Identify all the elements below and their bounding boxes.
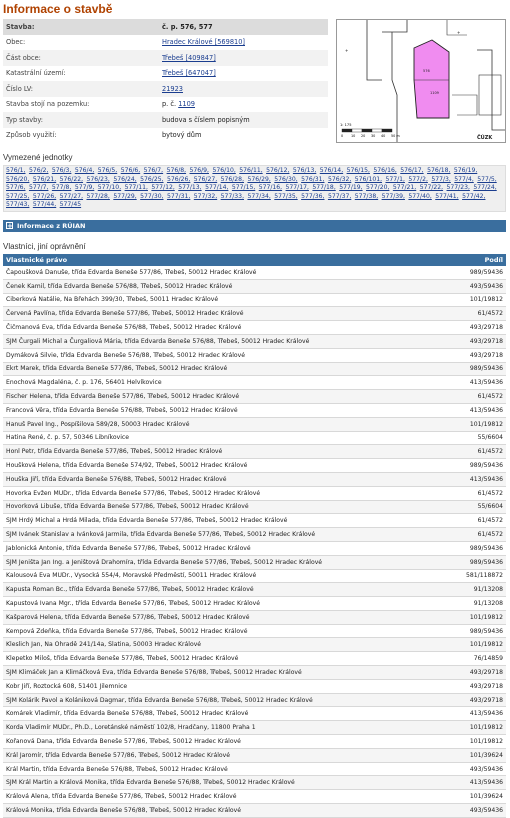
unit-link[interactable]: 577/7, [28, 184, 49, 192]
unit-link[interactable]: 577/28, [86, 192, 110, 200]
share-cell: 493/29718 [447, 679, 506, 693]
building-parcel-shape [414, 40, 449, 118]
unit-link[interactable]: 577/36, [301, 192, 325, 200]
unit-link[interactable]: 576/5, [97, 167, 118, 174]
owner-cell: Hatina René, č. p. 57, 50346 Libníkovice [3, 431, 447, 445]
owner-cell: Králová Monika, třída Edvarda Beneše 576/88, Třebeš, 50012 Hradec Králové [3, 804, 447, 818]
info-link[interactable]: 1109 [178, 100, 195, 109]
share-cell: 101/19812 [447, 417, 506, 431]
owner-cell: Francová Věra, třída Edvarda Beneše 576/88, Třebeš, 50012 Hradec Králové [3, 403, 447, 417]
scale-tick-label: 40 [381, 134, 386, 138]
share-cell: 989/59436 [447, 624, 506, 638]
table-row [3, 500, 506, 514]
owner-cell: Králová Alena, třída Edvarda Beneše 577/86, Třebeš, 50012 Hradec Králové [3, 790, 447, 804]
table-row [3, 790, 506, 804]
owner-cell: Kobr Jiří, Roztocká 608, 51401 Jilemnice [3, 679, 447, 693]
table-row [3, 514, 506, 528]
unit-link[interactable]: 576/25, [140, 175, 164, 183]
share-cell: 989/59436 [447, 266, 506, 279]
unit-link[interactable]: 576/23, [86, 175, 110, 183]
share-cell: 101/19812 [447, 293, 506, 307]
owner-cell: Červená Pavlína, třída Edvarda Beneše 577/86, Třebeš, 50012 Hradec Králové [3, 307, 447, 321]
table-row [3, 348, 506, 362]
unit-link[interactable]: 577/3, [431, 175, 451, 183]
owner-cell: Dymáková Silvie, třída Edvarda Beneše 576/88, Třebeš, 50012 Hradec Králové [3, 348, 447, 362]
table-row [3, 679, 506, 693]
unit-link[interactable]: 577/37, [327, 192, 352, 200]
share-cell: 989/59436 [447, 459, 506, 473]
unit-link[interactable]: 577/21, [392, 184, 417, 192]
unit-link[interactable]: 576/32, [327, 175, 352, 183]
share-cell: 989/59436 [447, 541, 506, 555]
cadastral-map[interactable] [336, 19, 506, 143]
scale-tick-label: 20 [361, 134, 366, 138]
unit-link[interactable]: 576/2, [28, 167, 49, 174]
owners-heading: Vlastníci, jiní oprávnění [3, 241, 86, 251]
unit-link[interactable]: 576/26, [166, 175, 191, 183]
unit-link[interactable]: 577/32, [193, 192, 218, 200]
table-row [3, 748, 506, 762]
unit-link[interactable]: 576/22, [59, 175, 84, 183]
share-cell: 61/4572 [447, 390, 506, 404]
col-share-header: Podíl [447, 254, 506, 266]
unit-link[interactable]: 577/19, [339, 184, 363, 192]
unit-link[interactable]: 576/7, [143, 167, 164, 174]
info-link[interactable]: Hradec Králové [569810] [162, 38, 245, 47]
table-row [3, 445, 506, 459]
unit-link[interactable]: 577/10, [97, 184, 122, 192]
unit-link[interactable]: 576/18, [427, 167, 451, 174]
owner-cell: Enochová Magdaléna, č. p. 176, 56401 Helvíkovice [3, 376, 447, 390]
owners-table [3, 254, 506, 818]
owner-cell: SJM Kolárik Pavol a Kolániková Dagmar, třída Edvarda Beneše 576/88, Třebeš, 50012 Hradec Králové [3, 693, 447, 707]
info-value[interactable]: p. č. 1109 [162, 100, 195, 109]
owner-cell: Čičmanová Eva, třída Edvarda Beneše 576/88, Třebeš, 50012 Hradec Králové [3, 321, 447, 335]
owner-cell: Fischer Helena, třída Edvarda Beneše 577/86, Třebeš, 50012 Hradec Králové [3, 390, 447, 404]
share-cell: 61/4572 [447, 486, 506, 500]
share-cell: 55/6604 [447, 431, 506, 445]
map-scale-bar [340, 123, 400, 138]
owner-cell: Korda Vladimír MUDr., Ph.D., Loretánské náměstí 102/8, Hradčany, 11800 Praha 1 [3, 721, 447, 735]
share-cell: 493/59436 [447, 762, 506, 776]
unit-link[interactable]: 576/4, [74, 167, 95, 174]
unit-link[interactable]: 577/44, [32, 201, 57, 209]
owner-cell: SJM Král Martin a Králová Monika, třída Edvarda Beneše 576/88, Třebeš, 50012 Hradec Králové [3, 776, 447, 790]
unit-link[interactable]: 577/4, [454, 175, 474, 183]
unit-link[interactable]: 576/30, [274, 175, 298, 183]
share-cell: 61/4572 [447, 307, 506, 321]
unit-link[interactable]: 576/24, [113, 175, 137, 183]
table-row [3, 334, 506, 348]
unit-link[interactable]: 577/6, [6, 184, 26, 192]
info-label: Stavba: [3, 19, 159, 35]
table-row [3, 293, 506, 307]
unit-link[interactable]: 577/39, [381, 192, 405, 200]
table-row [3, 638, 506, 652]
table-row [3, 693, 506, 707]
share-cell: 413/59436 [447, 776, 506, 790]
info-value[interactable] [159, 50, 328, 66]
share-cell: 493/59436 [447, 804, 506, 818]
owner-cell: Komárek Vladimír, třída Edvarda Beneše 576/88, Třebeš, 50012 Hradec Králové [3, 707, 447, 721]
info-link[interactable]: 21923 [162, 84, 183, 93]
owner-cell: SJM Jeništa Jan Ing. a Jeništová Drahomíra, třída Edvarda Beneše 577/86, Třebeš, 50012 Hradec Králové [3, 555, 447, 569]
share-cell: 413/59436 [447, 707, 506, 721]
table-row [3, 597, 506, 611]
table-row [3, 528, 506, 542]
unit-link[interactable]: 577/24, [473, 184, 497, 192]
expand-plus-icon: + [7, 222, 13, 231]
unit-link[interactable]: 577/23, [446, 184, 470, 192]
table-row [3, 486, 506, 500]
info-link[interactable]: Třebeš [409847] [162, 53, 216, 62]
unit-link[interactable]: 576/17, [400, 167, 424, 174]
info-value[interactable] [159, 66, 328, 82]
scale-segment [372, 129, 382, 132]
share-cell: 61/4572 [447, 514, 506, 528]
unit-link[interactable]: 576/101, [354, 175, 383, 183]
unit-link[interactable]: 577/31, [166, 192, 191, 200]
table-row [3, 569, 506, 583]
owner-cell: Kašparová Helena, třída Edvarda Beneše 577/86, Třebeš, 50012 Hradec Králové [3, 610, 447, 624]
table-row [3, 735, 506, 749]
unit-link[interactable]: 576/9, [189, 167, 209, 174]
info-label: Obec: [6, 38, 26, 47]
unit-link[interactable]: 577/25, [6, 192, 30, 200]
owner-cell: SJM Čurgali Michal a Čurgaliová Mária, třída Edvarda Beneše 576/88, Třebeš, 50012 Hradec Králové [3, 334, 447, 348]
unit-link[interactable]: 576/28, [220, 175, 245, 183]
share-cell: 581/118872 [447, 569, 506, 583]
unit-link[interactable]: 576/16, [373, 167, 397, 174]
unit-link[interactable]: 577/15, [231, 184, 256, 192]
info-row [3, 128, 328, 144]
unit-link[interactable]: 577/1, [385, 175, 405, 183]
unit-link[interactable]: 577/43, [6, 201, 30, 209]
share-cell: 101/19812 [447, 610, 506, 624]
unit-link[interactable]: 577/38, [354, 192, 379, 200]
info-value[interactable] [159, 81, 328, 97]
info-label: Katastrální území: [6, 69, 66, 78]
owner-cell: Král Martin, třída Edvarda Beneše 576/88, Třebeš, 50012 Hradec Králové [3, 762, 447, 776]
unit-link[interactable]: 577/8, [51, 184, 72, 192]
info-row [3, 50, 328, 66]
table-row [3, 376, 506, 390]
unit-link[interactable]: 576/21, [32, 175, 57, 183]
unit-link[interactable]: 576/6, [120, 167, 141, 174]
owner-cell: SJM Hrdý Michal a Hrdá Milada, třída Edvarda Beneše 577/86, Třebeš, 50012 Hradec Králové [3, 514, 447, 528]
unit-link[interactable]: 576/1, [6, 167, 26, 174]
table-row [3, 666, 506, 680]
share-cell: 413/59436 [447, 376, 506, 390]
table-row [3, 652, 506, 666]
col-owner-header: Vlastnické právo [3, 254, 447, 266]
owner-cell: SJM Ivánek Stanislav a Ivánková Jarmila, třída Edvarda Beneše 577/86, Třebeš, 50012 Hradec Králové [3, 528, 447, 542]
unit-link[interactable]: 576/31, [301, 175, 325, 183]
unit-link[interactable]: 576/15, [346, 167, 370, 174]
share-cell: 101/39624 [447, 748, 506, 762]
unit-link[interactable]: 577/22, [419, 184, 444, 192]
share-cell: 101/19812 [447, 638, 506, 652]
unit-link[interactable]: 577/17, [285, 184, 309, 192]
info-label: Číslo LV: [3, 81, 159, 97]
owner-cell: Ekrt Marek, třída Edvarda Beneše 577/86, Třebeš, 50012 Hradec Králové [3, 362, 447, 376]
owner-cell: Kempová Zdeňka, třída Edvarda Beneše 577/86, Třebeš, 50012 Hradec Králové [3, 624, 447, 638]
unit-link[interactable]: 576/8, [166, 167, 187, 174]
owners-header-row [3, 254, 506, 266]
info-label: Stavba stojí na pozemku: [6, 100, 90, 109]
unit-link[interactable]: 576/3, [51, 167, 72, 174]
share-cell: 61/4572 [447, 528, 506, 542]
owner-cell: Hanuš Pavel Ing., Pospíšilova 589/28, 50003 Hradec Králové [3, 417, 447, 431]
table-row [3, 555, 506, 569]
building-label: 576 [423, 69, 430, 73]
unit-link[interactable]: 577/27, [59, 192, 84, 200]
table-row [3, 459, 506, 473]
unit-link[interactable]: 577/30, [140, 192, 164, 200]
owner-cell: Hovorka Evžen MUDr., třída Edvarda Beneše 577/86, Třebeš, 50012 Hradec Králové [3, 486, 447, 500]
unit-link[interactable]: 577/14, [205, 184, 229, 192]
owner-cell: Jablonická Antonie, třída Edvarda Beneše 577/86, Třebeš, 50012 Hradec Králové [3, 541, 447, 555]
unit-link[interactable]: 577/34, [247, 192, 271, 200]
owner-cell: Čenek Kamil, třída Edvarda Beneše 576/88, Třebeš, 50012 Hradec Králové [3, 279, 447, 293]
unit-link[interactable]: 576/13, [292, 167, 317, 174]
table-row [3, 279, 506, 293]
owner-cell: Kalousová Eva MUDr., Vysocká 554/4, Moravské Předměstí, 50011 Hradec Králové [3, 569, 447, 583]
share-cell: 55/6604 [447, 500, 506, 514]
share-cell: 413/59436 [447, 403, 506, 417]
scale-tick-label: 50 m [391, 134, 400, 138]
owner-cell: SJM Klimáček Jan a Klimáčková Eva, třída Edvarda Beneše 576/88, Třebeš, 50012 Hradec Králové [3, 666, 447, 680]
share-cell: 493/29718 [447, 321, 506, 335]
svg-text:+: + [457, 30, 461, 35]
owner-cell: Houšková Helena, třída Edvarda Beneše 574/92, Třebeš, 50012 Hradec Králové [3, 459, 447, 473]
unit-link[interactable]: 576/19, [453, 167, 478, 174]
share-cell: 989/59436 [447, 362, 506, 376]
unit-link[interactable]: 577/35, [274, 192, 298, 200]
info-link[interactable]: Třebeš [647047] [162, 69, 216, 78]
scale-segment [342, 129, 352, 132]
info-label: Způsob využití: [6, 131, 57, 140]
info-label: Typ stavby: [3, 112, 159, 128]
scale-segment [362, 129, 372, 132]
table-row [3, 266, 506, 279]
share-cell: 91/13208 [447, 597, 506, 611]
share-cell: 493/59436 [447, 279, 506, 293]
parcel-label: 1109 [430, 91, 439, 95]
table-row [3, 390, 506, 404]
info-row [3, 112, 328, 128]
unit-link[interactable]: 576/20, [6, 175, 30, 183]
table-row [3, 321, 506, 335]
table-row [3, 610, 506, 624]
share-cell: 101/19812 [447, 721, 506, 735]
table-row [3, 541, 506, 555]
scale-label: 1: 175 [340, 123, 352, 127]
unit-link[interactable]: 576/10, [212, 167, 236, 174]
owner-cell: Klepetko Miloš, třída Edvarda Beneše 577/86, Třebeš, 50012 Hradec Králové [3, 652, 447, 666]
owner-cell: Houška Jiří, třída Edvarda Beneše 576/88, Třebeš, 50012 Hradec Králové [3, 472, 447, 486]
table-row [3, 583, 506, 597]
unit-link[interactable]: 576/27, [193, 175, 218, 183]
scale-segment [382, 129, 392, 132]
unit-link[interactable]: 577/33, [220, 192, 245, 200]
unit-link[interactable]: 577/42, [462, 192, 486, 200]
table-row [3, 362, 506, 376]
owner-cell: Hovorková Libuše, třída Edvarda Beneše 577/86, Třebeš, 50012 Hradec Králové [3, 500, 447, 514]
owner-cell: Kleslich Jan, Na Ohradě 241/14a, Slatina, 50003 Hradec Králové [3, 638, 447, 652]
share-cell: 493/29718 [447, 348, 506, 362]
unit-link[interactable]: 576/14, [319, 167, 344, 174]
unit-link[interactable]: 577/11, [124, 184, 148, 192]
info-value: bytový dům [162, 131, 202, 140]
info-label: Část obce: [3, 50, 159, 66]
table-row [3, 431, 506, 445]
owner-cell: Honl Petr, třída Edvarda Beneše 577/86, Třebeš, 50012 Hradec Králové [3, 445, 447, 459]
info-row [3, 66, 328, 82]
share-cell: 989/59436 [447, 555, 506, 569]
unit-link[interactable]: 577/29, [113, 192, 137, 200]
owner-cell: Ciberková Natálie, Na Břehách 399/30, Třebeš, 50011 Hradec Králové [3, 293, 447, 307]
info-row [3, 19, 328, 35]
svg-text:+: + [345, 48, 349, 53]
table-row [3, 776, 506, 790]
owner-cell: Kapusta Roman Bc., třída Edvarda Beneše 577/86, Třebeš, 50012 Hradec Králové [3, 583, 447, 597]
table-row [3, 624, 506, 638]
unit-link[interactable]: 577/5, [477, 175, 497, 183]
building-info-section [3, 19, 507, 143]
unit-link[interactable]: 577/20, [366, 184, 390, 192]
table-row [3, 707, 506, 721]
table-row [3, 307, 506, 321]
share-cell: 61/4572 [447, 445, 506, 459]
units-heading: Vymezené jednotky [3, 153, 73, 162]
unit-link[interactable]: 577/40, [408, 192, 432, 200]
share-cell: 493/29718 [447, 666, 506, 680]
unit-link[interactable]: 577/26, [32, 192, 57, 200]
map-brand-logo: ČÚZK [477, 135, 493, 141]
owner-cell: Kořanová Dana, třída Edvarda Beneše 577/86, Třebeš, 50012 Hradec Králové [3, 735, 447, 749]
owner-cell: Čapoušková Danuše, třída Edvarda Beneše 577/86, Třebeš, 50012 Hradec Králové [3, 266, 447, 279]
unit-link[interactable]: 577/12, [151, 184, 175, 192]
map-svg [337, 20, 505, 142]
unit-link[interactable]: 577/45 [59, 201, 82, 209]
unit-link[interactable]: 576/11, [239, 167, 263, 174]
page-title: Informace o stavbě [3, 2, 113, 16]
info-value: č. p. 576, 577 [159, 19, 328, 35]
share-cell: 493/29718 [447, 334, 506, 348]
units-list [3, 165, 506, 212]
owner-cell: Kapustová Ivana Mgr., třída Edvarda Beneše 577/86, Třebeš, 50012 Hradec Králové [3, 597, 447, 611]
share-cell: 91/13208 [447, 583, 506, 597]
unit-link[interactable]: 576/12, [266, 167, 290, 174]
share-cell: 101/19812 [447, 735, 506, 749]
info-value: budova s číslem popisným [159, 112, 328, 128]
scale-tick-label: 0 [341, 134, 344, 138]
scale-segment [352, 129, 362, 132]
table-row [3, 721, 506, 735]
unit-link[interactable]: 577/2, [408, 175, 428, 183]
share-cell: 101/39624 [447, 790, 506, 804]
unit-link[interactable]: 576/29, [247, 175, 271, 183]
unit-link[interactable]: 577/41, [435, 192, 459, 200]
table-row [3, 804, 506, 818]
owner-cell: Král Jaromír, třída Edvarda Beneše 577/86, Třebeš, 50012 Hradec Králové [3, 748, 447, 762]
scale-tick-label: 10 [351, 134, 356, 138]
building-info-table [3, 19, 328, 143]
ruian-label: Informace z RÚIAN [17, 221, 86, 230]
info-row [3, 35, 328, 51]
unit-link[interactable]: 577/16, [258, 184, 283, 192]
info-row [3, 97, 328, 113]
info-row [3, 81, 328, 97]
table-row [3, 472, 506, 486]
share-cell: 76/14859 [447, 652, 506, 666]
share-cell: 413/59436 [447, 472, 506, 486]
unit-link[interactable]: 577/9, [74, 184, 95, 192]
ruian-toggle[interactable] [3, 220, 506, 232]
share-cell: 493/29718 [447, 693, 506, 707]
scale-tick-label: 30 [371, 134, 376, 138]
unit-link[interactable]: 577/18, [312, 184, 336, 192]
info-value[interactable] [159, 35, 328, 51]
table-row [3, 403, 506, 417]
table-row [3, 417, 506, 431]
unit-link[interactable]: 577/13, [178, 184, 202, 192]
